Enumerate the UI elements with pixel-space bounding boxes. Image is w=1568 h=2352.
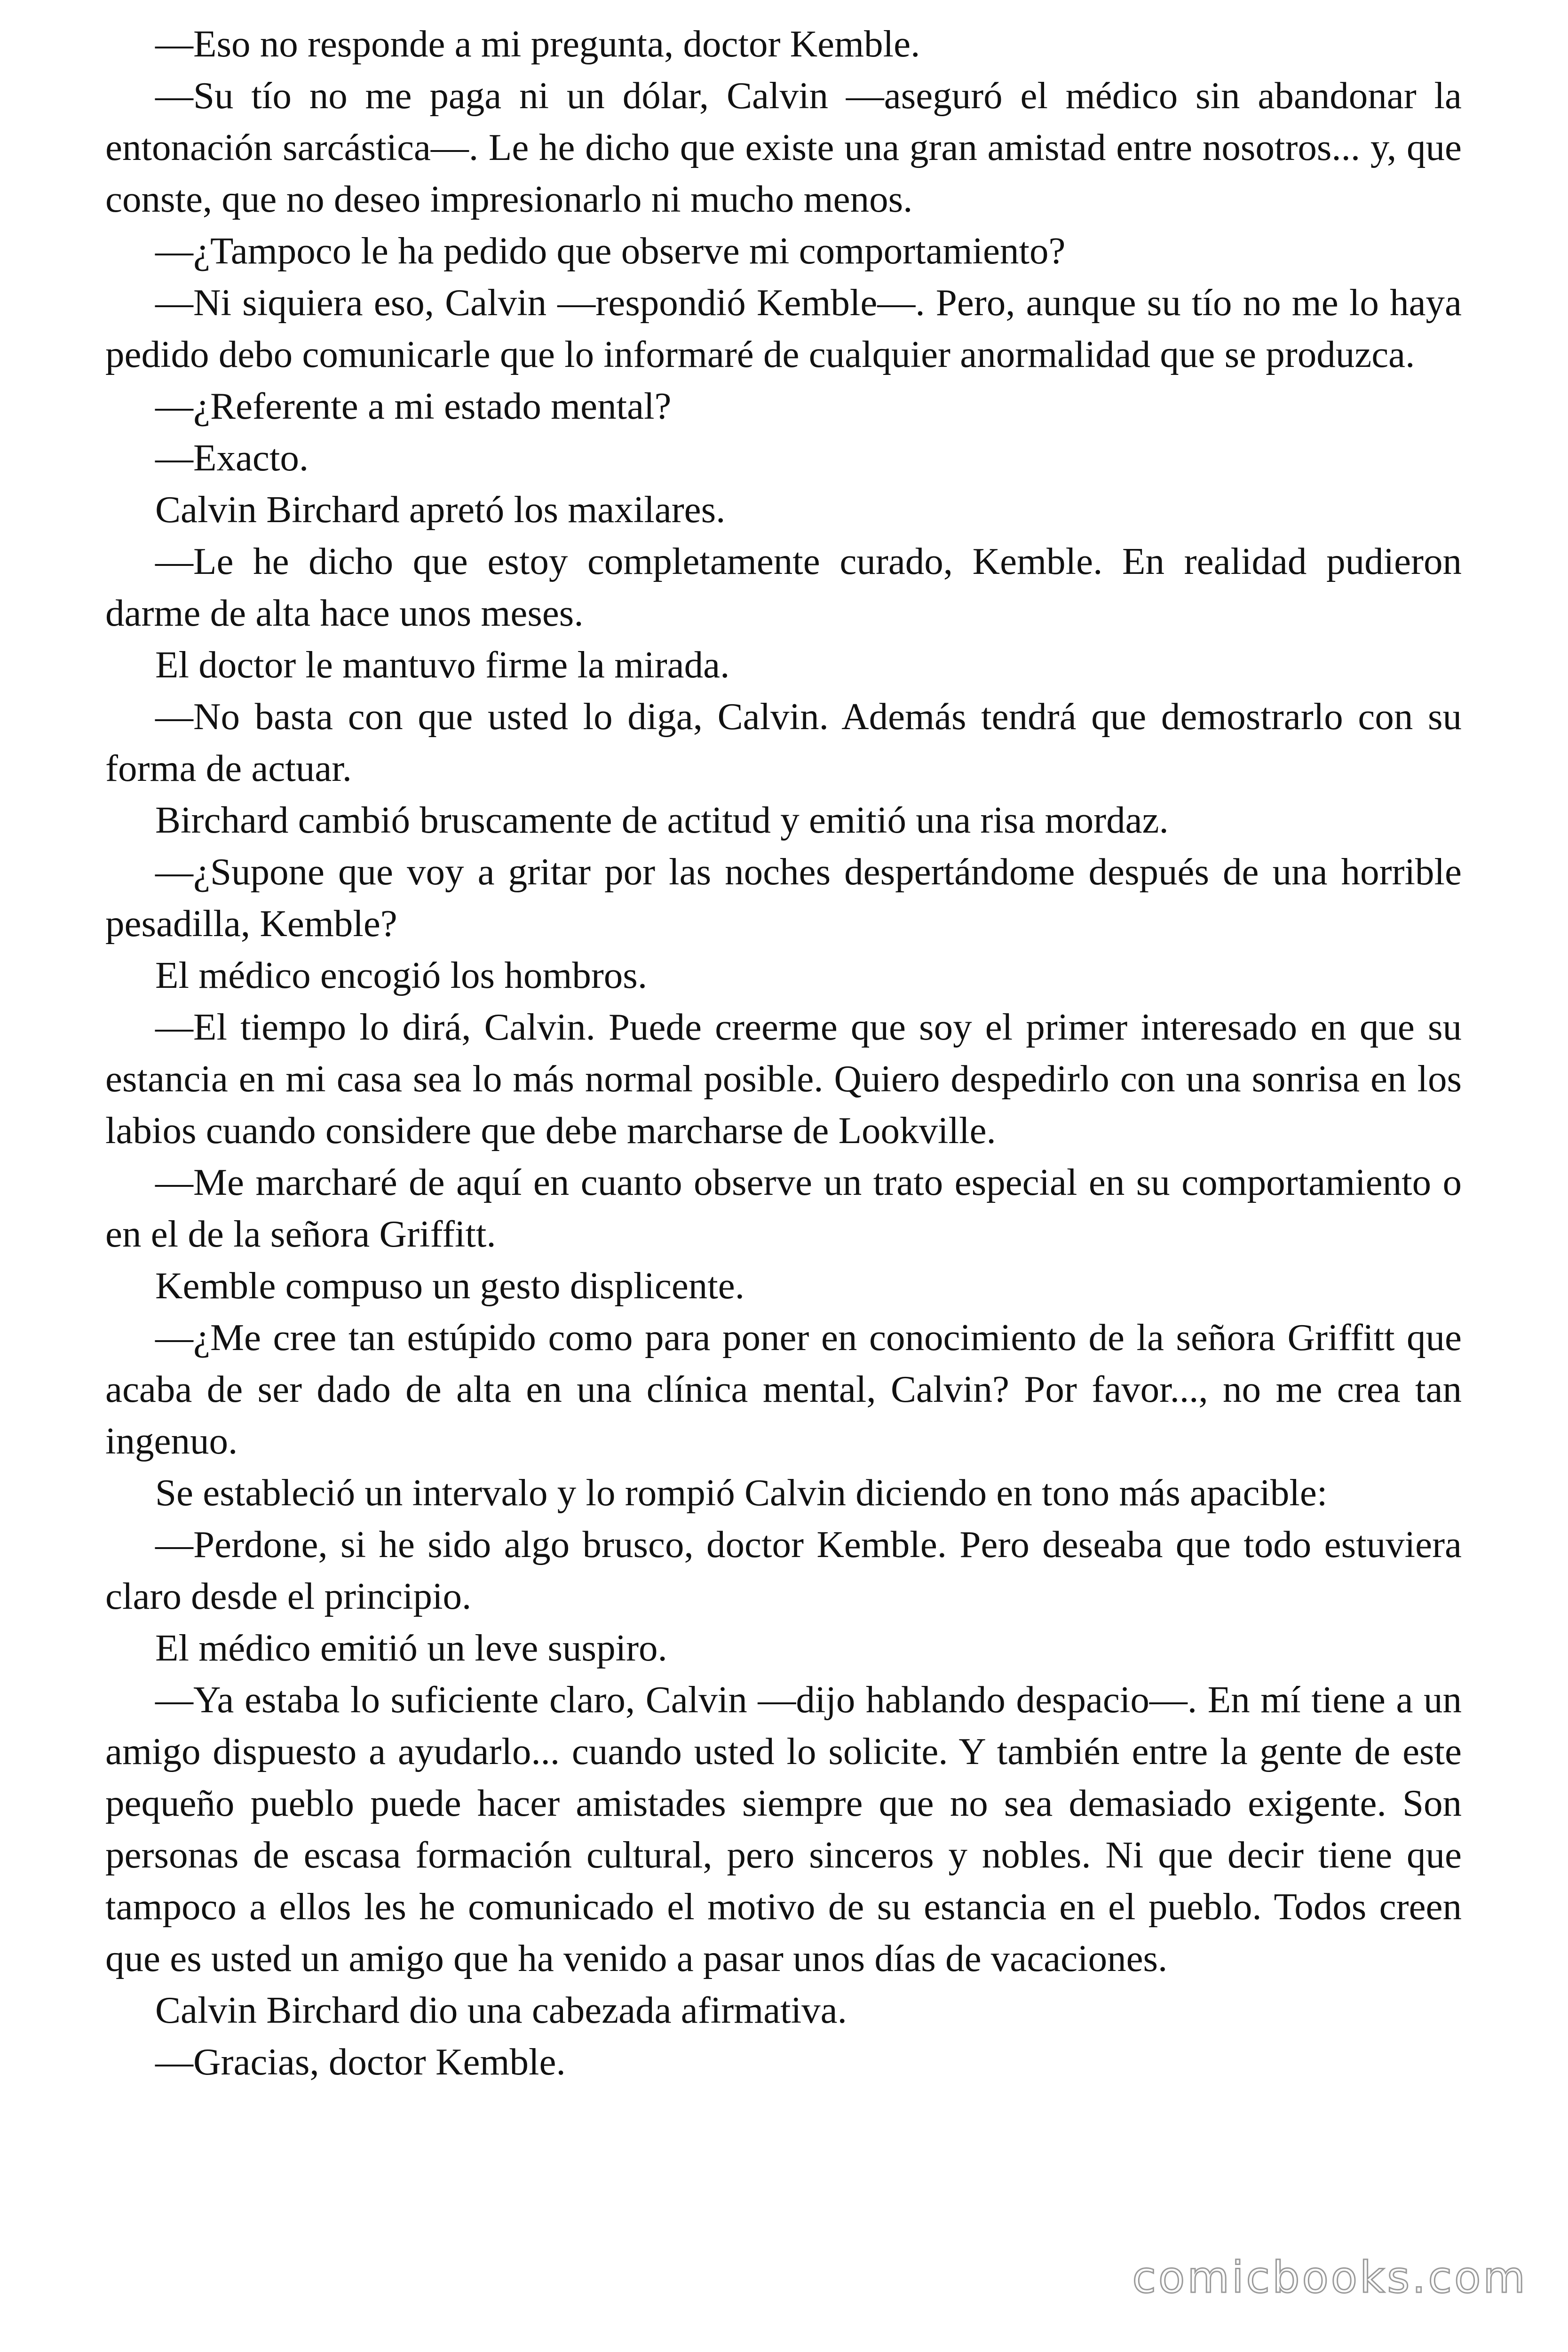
paragraph: Se estableció un intervalo y lo rompió Calvin diciendo en tono más apacible: <box>155 1471 1328 1514</box>
paragraph: —El tiempo lo dirá, Calvin. Puede creerme que soy el primer interesado en que su estancia en mi casa sea lo más normal posible. Quiero despedirlo con una sonrisa en los labios cuando considere que debe marcharse de Lookville. <box>105 1006 1462 1152</box>
paragraph: —¿Supone que voy a gritar por las noches despertándome después de una horrible pesadilla, Kemble? <box>105 850 1462 945</box>
paragraph: —Su tío no me paga ni un dólar, Calvin —aseguró el médico sin abandonar la entonación sarcástica—. Le he dicho que existe una gran amistad entre nosotros... y, que conste, que no deseo impresionarlo ni mucho menos. <box>105 74 1462 220</box>
paragraph: —Exacto. <box>155 437 309 479</box>
paragraph: Calvin Birchard dio una cabezada afirmativa. <box>155 1989 847 2031</box>
paragraph: —Eso no responde a mi pregunta, doctor Kemble. <box>155 23 920 65</box>
watermark: comicbooks.com <box>1132 2252 1528 2303</box>
paragraph: —¿Referente a mi estado mental? <box>155 385 672 427</box>
paragraph: El doctor le mantuvo firme la mirada. <box>155 644 730 686</box>
paragraph: —Perdone, si he sido algo brusco, doctor Kemble. Pero deseaba que todo estuviera claro desde el principio. <box>105 1523 1462 1617</box>
paragraph: Birchard cambió bruscamente de actitud y emitió una risa mordaz. <box>155 799 1169 841</box>
paragraph: —Ya estaba lo suficiente claro, Calvin —dijo hablando despacio—. En mí tiene a un amigo dispuesto a ayudarlo... cuando usted lo solicite. Y también entre la gente de este pequeño pueblo puede hacer amistades siempre que no sea demasiado exigente. Son personas de escasa formación cultural, pero sinceros y nobles. Ni que decir tiene que tampoco a ellos les he comunicado el motivo de su estancia en el pueblo. Todos creen que es usted un amigo que ha venido a pasar unos días de vacaciones. <box>105 1678 1462 1979</box>
paragraph: El médico encogió los hombros. <box>155 954 648 996</box>
paragraph: —¿Me cree tan estúpido como para poner en conocimiento de la señora Griffitt que acaba de ser dado de alta en una clínica mental, Calvin? Por favor..., no me crea tan ingenuo. <box>105 1316 1462 1462</box>
paragraph: —Me marcharé de aquí en cuanto observe un trato especial en su comportamiento o en el de la señora Griffitt. <box>105 1161 1462 1255</box>
paragraph: Kemble compuso un gesto displicente. <box>155 1264 745 1307</box>
paragraph: —¿Tampoco le ha pedido que observe mi comportamiento? <box>155 230 1066 272</box>
paragraph: —Gracias, doctor Kemble. <box>155 2041 566 2083</box>
paragraph: —Ni siquiera eso, Calvin —respondió Kemble—. Pero, aunque su tío no me lo haya pedido debo comunicarle que lo informaré de cualquier anormalidad que se produzca. <box>105 281 1462 375</box>
page-body <box>105 18 1462 2088</box>
paragraph: El médico emitió un leve suspiro. <box>155 1627 667 1669</box>
paragraph: —Le he dicho que estoy completamente curado, Kemble. En realidad pudieron darme de alta hace unos meses. <box>105 540 1462 634</box>
paragraph: Calvin Birchard apretó los maxilares. <box>155 488 726 531</box>
paragraph: —No basta con que usted lo diga, Calvin. Además tendrá que demostrarlo con su forma de actuar. <box>105 695 1462 789</box>
